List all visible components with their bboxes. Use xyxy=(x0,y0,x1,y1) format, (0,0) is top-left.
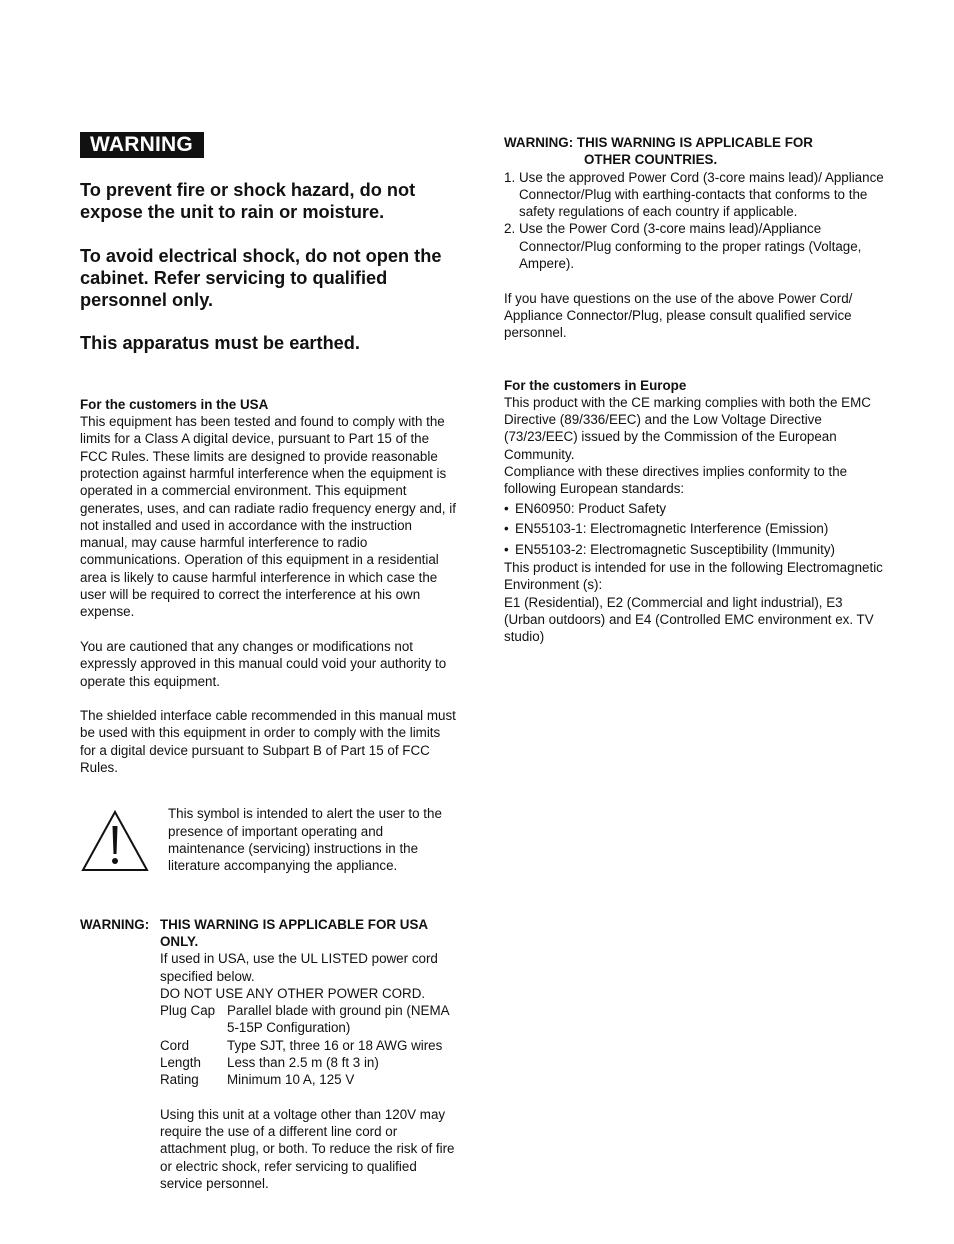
list-item xyxy=(504,541,884,560)
symbol-note-block xyxy=(80,805,456,877)
list-item-text: EN55103-2: Electromagnetic Susceptibility (Immunity) xyxy=(515,541,836,557)
europe-paragraph-compliance: Compliance with these directives implies conformity to the following European standards: xyxy=(504,464,848,497)
right-column xyxy=(504,134,884,646)
warning-rain-moisture: To prevent fire or shock hazard, do not expose the unit to rain or moisture. xyxy=(80,180,416,223)
europe-paragraph-classes: E1 (Residential), E2 (Commercial and light industrial), E3 (Urban outdoors) and E4 (Controlled EMC environment ex. TV studio) xyxy=(504,594,874,645)
list-item-text: EN55103-1: Electromagnetic Interference (Emission) xyxy=(515,521,829,537)
europe-paragraph-ce: This product with the CE marking complies with both the EMC Directive (89/336/EEC) and the Low Voltage Directive (73/23/EEC) issued by the Commission of the European Community. xyxy=(504,394,871,462)
bullet-icon: • xyxy=(504,521,509,537)
usa-paragraph-shielded-cable: The shielded interface cable recommended in this manual must be used with this equipment in order to comply with the limits for a digital device pursuant to Subpart B of Part 15 of FCC Rules. xyxy=(80,708,456,776)
spec-value: Type SJT, three 16 or 18 AWG wires xyxy=(227,1037,443,1053)
spec-row xyxy=(160,1054,456,1071)
list-item-text: Use the approved Power Cord (3-core mains lead)/ Appliance Connector/Plug with earthing-contacts that conforms to the safety regulations of each country if applicable. xyxy=(519,169,884,220)
usa-warning-prefix: WARNING: xyxy=(80,916,150,932)
usa-warning-intro: If used in USA, use the UL LISTED power cord specified below. xyxy=(160,951,438,984)
list-item-number: 2. xyxy=(504,221,516,237)
spec-key: Cord xyxy=(160,1037,190,1053)
europe-heading: For the customers in Europe xyxy=(504,377,687,393)
spec-row xyxy=(160,1071,456,1088)
spec-key: Plug Cap xyxy=(160,1003,216,1019)
usa-warning-title: THIS WARNING IS APPLICABLE FOR USA ONLY. xyxy=(160,916,428,949)
symbol-note-text: This symbol is intended to alert the user to the presence of important operating and maintenance (servicing) instructions in the literature accompanying the appliance. xyxy=(168,806,442,874)
other-warning-note: If you have questions on the use of the above Power Cord/ Appliance Connector/Plug, please consult qualified service personnel. xyxy=(504,290,853,341)
spec-key: Length xyxy=(160,1054,201,1070)
spec-row xyxy=(160,1037,456,1054)
warning-badge: WARNING xyxy=(80,132,204,158)
list-item-number: 1. xyxy=(504,169,516,185)
warning-triangle-icon xyxy=(80,805,168,877)
spec-value: Minimum 10 A, 125 V xyxy=(227,1072,355,1088)
list-item xyxy=(504,220,884,272)
list-item xyxy=(504,520,884,539)
usa-heading: For the customers in the USA xyxy=(80,396,269,412)
bullet-icon: • xyxy=(504,500,509,516)
spec-row xyxy=(160,1002,456,1037)
europe-paragraph-environment: This product is intended for use in the following Electromagnetic Environment (s): xyxy=(504,560,883,593)
left-column xyxy=(80,132,456,1192)
list-item xyxy=(504,500,884,519)
usa-paragraph-caution: You are cautioned that any changes or modifications not expressly approved in this manual could void your authority to operate this equipment. xyxy=(80,638,447,689)
other-warning-title-line1: WARNING: THIS WARNING IS APPLICABLE FOR xyxy=(504,135,813,150)
power-cord-specs xyxy=(160,1002,456,1088)
spec-value: Parallel blade with ground pin (NEMA 5-15P Configuration) xyxy=(227,1003,449,1036)
spec-key: Rating xyxy=(160,1072,199,1088)
list-item xyxy=(504,169,884,221)
usa-warning-closing: Using this unit at a voltage other than 120V may require the use of a different line cord or attachment plug, or both. To reduce the risk of fire or electric shock, refer servicing to qualified service personnel. xyxy=(160,1106,455,1192)
list-item-text: Use the Power Cord (3-core mains lead)/Appliance Connector/Plug conforming to the proper ratings (Voltage, Ampere). xyxy=(519,221,862,272)
list-item-text: EN60950: Product Safety xyxy=(515,500,667,516)
bullet-icon: • xyxy=(504,541,509,557)
usa-warning-block xyxy=(80,916,456,1193)
other-warning-title-line2: OTHER COUNTRIES. xyxy=(584,152,718,168)
spec-value: Less than 2.5 m (8 ft 3 in) xyxy=(227,1054,379,1070)
other-warning-list xyxy=(504,169,884,273)
europe-standards-list xyxy=(504,500,884,560)
usa-paragraph-fcc: This equipment has been tested and found to comply with the limits for a Class A digital device, pursuant to Part 15 of the FCC Rules. These limits are designed to provide reasonable protection against harmful interference when the equipment is operated in a commercial environment. This equipment generates, uses, and can radiate radio frequency energy and, if not installed and used in accordance with the instruction manual, may cause harmful interference to radio communications. Operation of this equipment in a residential area is likely to cause harmful interference in which case the user will be required to correct the interference at his own expense. xyxy=(80,414,456,620)
warning-earthed: This apparatus must be earthed. xyxy=(80,333,360,354)
usa-warning-caution: DO NOT USE ANY OTHER POWER CORD. xyxy=(160,985,426,1001)
warning-electrical-shock: To avoid electrical shock, do not open the cabinet. Refer servicing to qualified personnel only. xyxy=(80,245,442,311)
